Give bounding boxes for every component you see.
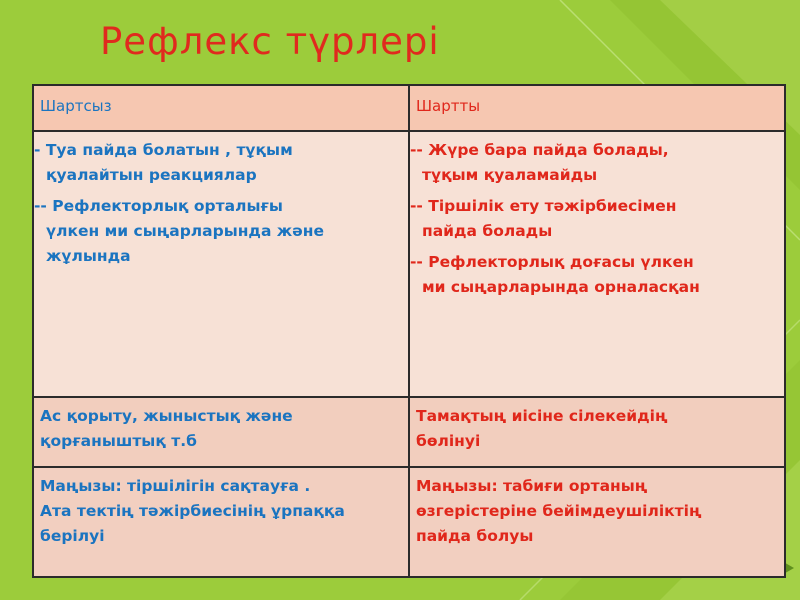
header-cell-unconditioned [33,85,409,131]
cell-unconditioned-properties [33,131,409,397]
cell-unconditioned-examples [33,397,409,467]
unconditioned-item-2-line1: -- Рефлекторлық орталығы [34,197,283,215]
unconditioned-significance-line3: берілуі [40,527,105,545]
conditioned-example-line2: бөлінуі [416,432,481,450]
unconditioned-example-line2: қорғаныштық т.б [40,432,197,450]
cell-conditioned-properties [409,131,785,397]
conditioned-item-3-line1: -- Рефлекторлық доғасы үлкен [410,253,694,271]
conditioned-example-line1: Тамақтың иісіне сілекейдің [416,407,668,425]
cell-conditioned-significance [409,467,785,577]
header-conditioned-label: Шартты [416,97,481,115]
table-row-properties [33,131,785,397]
unconditioned-item-2-line3: жұлында [46,247,131,265]
unconditioned-significance-line2: Ата тектің тәжірбиесінің ұрпаққа [40,502,345,520]
conditioned-item-3 [410,250,776,300]
conditioned-item-3-line2: ми сыңарларында орналасқан [422,278,700,296]
unconditioned-item-1-line2: қуалайтын реакциялар [46,166,257,184]
conditioned-item-1-line2: тұқым қуаламайды [422,166,598,184]
conditioned-significance-line1: Маңызы: табиғи ортаның [416,477,648,495]
reflex-comparison-table [32,84,786,578]
table-row-significance [33,467,785,577]
unconditioned-item-2-line2: үлкен ми сыңарларында және [46,222,324,240]
slide-title: Рефлекс түрлері [100,20,440,63]
conditioned-item-1 [410,138,776,188]
conditioned-item-1-line1: -- Жүре бара пайда болады, [410,141,669,159]
cell-unconditioned-significance [33,467,409,577]
unconditioned-significance-line1: Маңызы: тіршілігін сақтауға . [40,477,311,495]
table-header-row [33,85,785,131]
unconditioned-item-2 [34,194,400,269]
unconditioned-item-1-line1: - Туа пайда болатын , тұқым [34,141,293,159]
unconditioned-example-line1: Ас қорыту, жыныстық және [40,407,293,425]
conditioned-significance-line3: пайда болуы [416,527,534,545]
cell-conditioned-examples [409,397,785,467]
header-unconditioned-label: Шартсыз [40,97,112,115]
header-cell-conditioned [409,85,785,131]
conditioned-item-2-line2: пайда болады [422,222,553,240]
conditioned-significance-line2: өзгерістеріне бейімдеушіліктің [416,502,702,520]
conditioned-item-2-line1: -- Тіршілік ету тәжірбиесімен [410,197,677,215]
table-row-examples [33,397,785,467]
unconditioned-item-1 [34,138,400,188]
conditioned-item-2 [410,194,776,244]
